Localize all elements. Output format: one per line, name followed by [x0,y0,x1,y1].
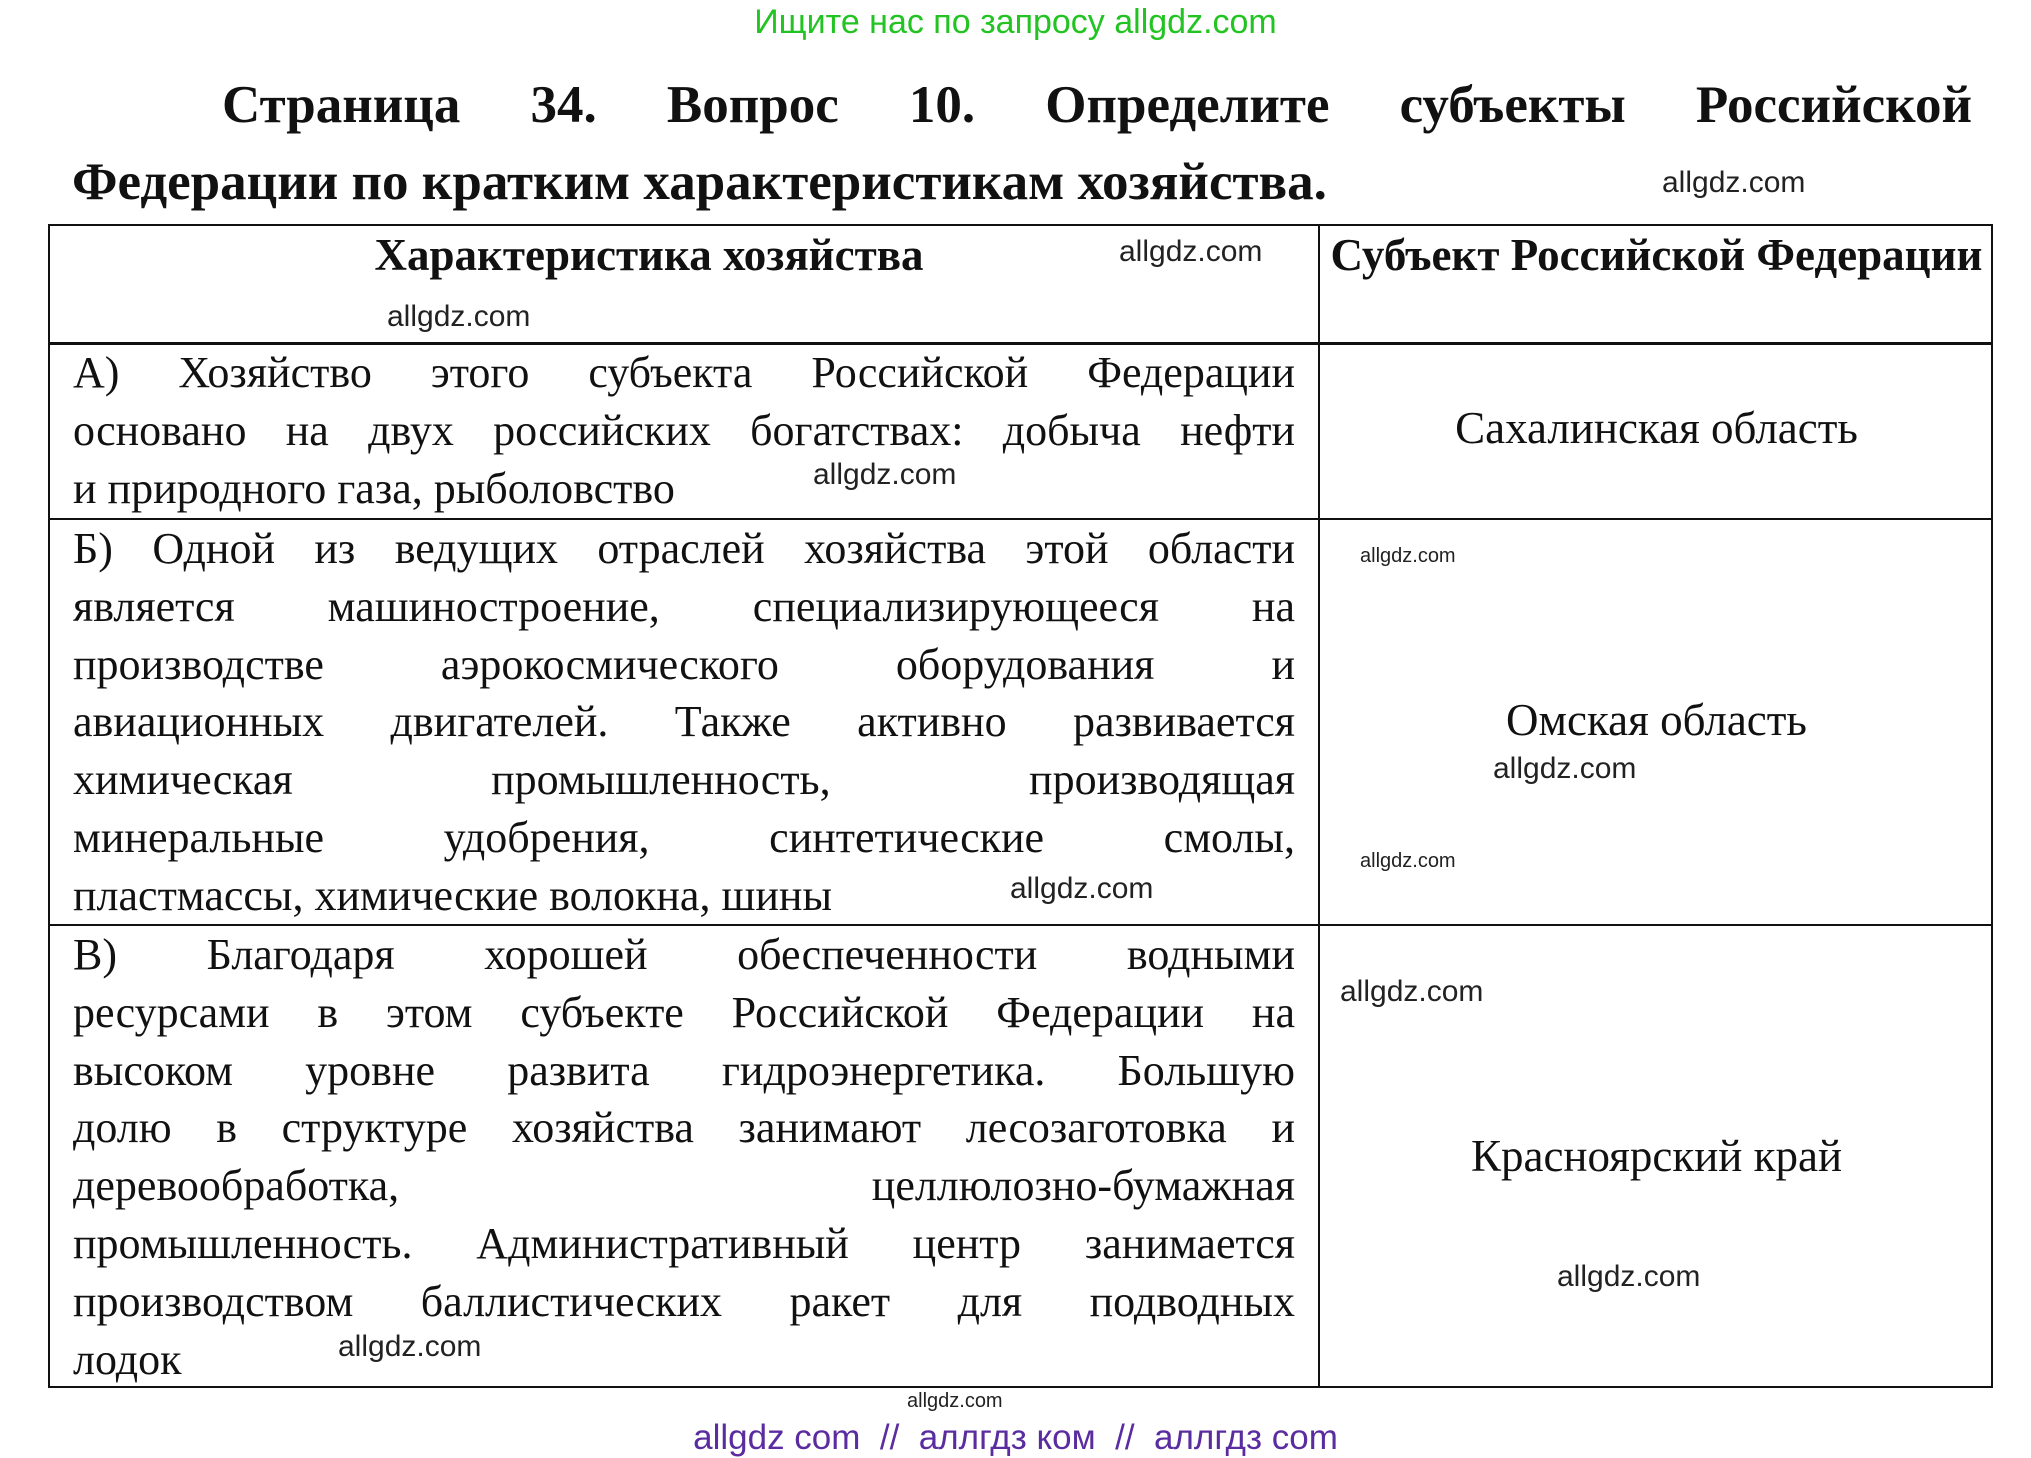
header-characteristic-text: Характеристика хозяйства [374,230,924,280]
row-a-description [73,344,1295,517]
watermark: allgdz.com [338,1330,482,1363]
footer-links[interactable] [0,1418,2031,1458]
promo-banner[interactable]: Ищите нас по запросу allgdz.com [754,3,1277,41]
text-line: авиационных двигателей. Также активно развивается [73,697,1295,747]
row-a-answer: Сахалинская область [1455,403,1858,453]
text-line: долю в структуре хозяйства занимают лесозаготовка и [73,1103,1295,1153]
watermark: allgdz.com [387,300,531,333]
watermark: allgdz.com [907,1390,1003,1412]
column-divider [1318,226,1320,1386]
text-line: пластмассы, химические волокна, шины [73,870,832,920]
watermark: allgdz.com [1557,1260,1701,1293]
answer-table [48,224,1993,1388]
footer-text[interactable]: allgdz com // аллгдз ком // аллгдз com [693,1418,1338,1457]
text-line: лодок [73,1334,182,1384]
text-line: минеральные удобрения, синтетические смолы, [73,812,1295,862]
text-line: производством баллистических ракет для подводных [73,1276,1295,1326]
question-title-line-1: Страница 34. Вопрос 10. Определите субъекты Российской [222,76,1972,134]
watermark: allgdz.com [1340,975,1484,1008]
watermark: allgdz.com [1662,166,1806,199]
row-c-description [73,926,1295,1388]
text-line: химическая промышленность, производящая [73,755,1295,805]
text-line: и природного газа, рыболовство [73,463,675,513]
watermark: allgdz.com [1493,752,1637,785]
header-subject: Субъект Российской Федерации [1330,230,1983,280]
text-line: ресурсами в этом субъекте Российской Федерации на [73,987,1295,1037]
row-b-answer: Омская область [1506,695,1807,745]
watermark: allgdz.com [1010,872,1154,905]
watermark: allgdz.com [1360,545,1456,567]
watermark: allgdz.com [813,458,957,491]
text-line: В) Благодаря хорошей обеспеченности водными [73,930,1295,979]
text-line: производстве аэрокосмического оборудования и [73,639,1295,689]
text-line: промышленность. Административный центр занимается [73,1218,1295,1268]
text-line: Б) Одной из ведущих отраслей хозяйства этой области [73,524,1295,573]
row-b-description [73,520,1295,925]
text-line: деревообработка, целлюлозно-бумажная [73,1161,1295,1211]
question-title-line-2: Федерации по кратким характеристикам хозяйства. [72,153,1327,211]
watermark: allgdz.com [1119,235,1263,268]
text-line: является машиностроение, специализирующееся на [73,581,1295,631]
text-line: А) Хозяйство этого субъекта Российской Федерации [73,348,1295,397]
watermark: allgdz.com [1360,850,1456,872]
text-line: основано на двух российских богатствах: добыча нефти [73,405,1295,455]
text-line: высоком уровне развита гидроэнергетика. Большую [73,1045,1295,1095]
row-c-answer: Красноярский край [1470,1131,1843,1181]
